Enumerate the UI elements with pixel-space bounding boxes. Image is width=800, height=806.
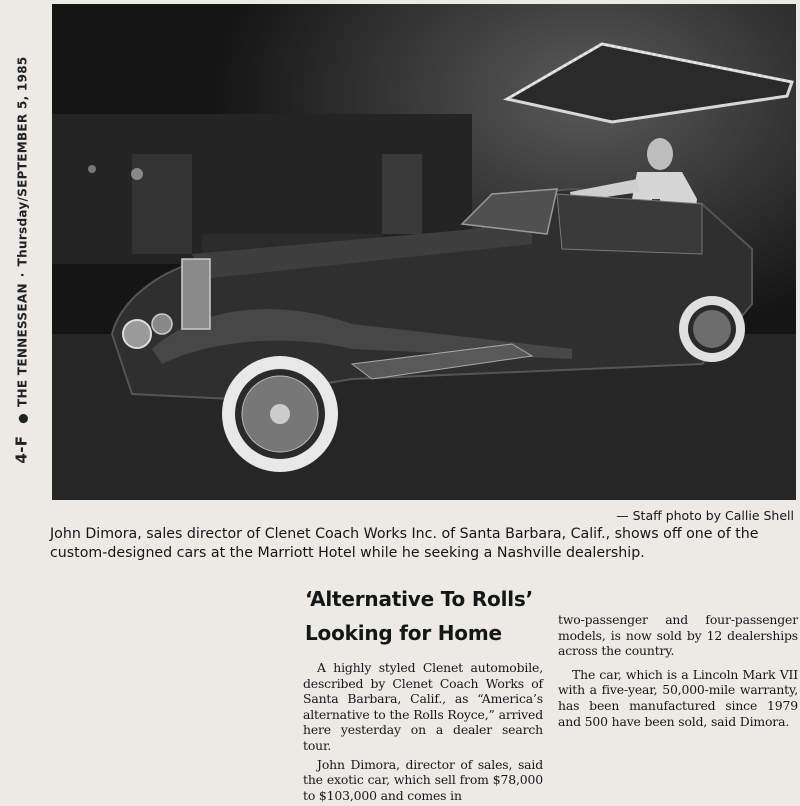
paragraph: A highly styled Clenet automobile, described by Clenet Coach Works of Santa Barbara, Calif., as “America’s alternative to the Rolls Royce,” arrived here yesterday on a dealer search tour. [303, 660, 543, 753]
publication-name: THE TENNESSEAN [16, 283, 31, 407]
paragraph: two-passenger and four-passenger models, is now sold by 12 dealerships across the country. [558, 612, 798, 659]
page-number: 4-F [13, 435, 32, 464]
paragraph: John Dimora, director of sales, said the exotic car, which sell from $78,000 to $103,000 and comes in [303, 756, 543, 803]
paragraph: The car, which is a Lincoln Mark VII with a five-year, 50,000-mile warranty, has been manufactured since 1979 and 500 have been sold, said Dimora. [558, 666, 798, 729]
photo-credit: — Staff photo by Callie Shell [616, 508, 794, 523]
publication-date: Thursday/SEPTEMBER 5, 1985 [16, 56, 31, 267]
article-headline [305, 582, 555, 650]
car-photo [52, 4, 796, 500]
car-illustration [52, 4, 796, 500]
headline-line-2: Looking for Home [305, 621, 502, 645]
bullet-icon: ● [16, 412, 31, 424]
headline-line-1: ‘Alternative To Rolls’ [305, 587, 533, 611]
photo-caption: John Dimora, sales director of Clenet Coach Works Inc. of Santa Barbara, Calif., shows off one of the custom-designed cars at the Marriott Hotel while he seeking a Nashville dealership. [50, 526, 759, 561]
article-column-2 [558, 612, 798, 729]
page-folio: 4-F●THE TENNESSEAN·Thursday/SEPTEMBER 5, 1985 [13, 56, 32, 464]
article-column-1 [303, 660, 543, 803]
